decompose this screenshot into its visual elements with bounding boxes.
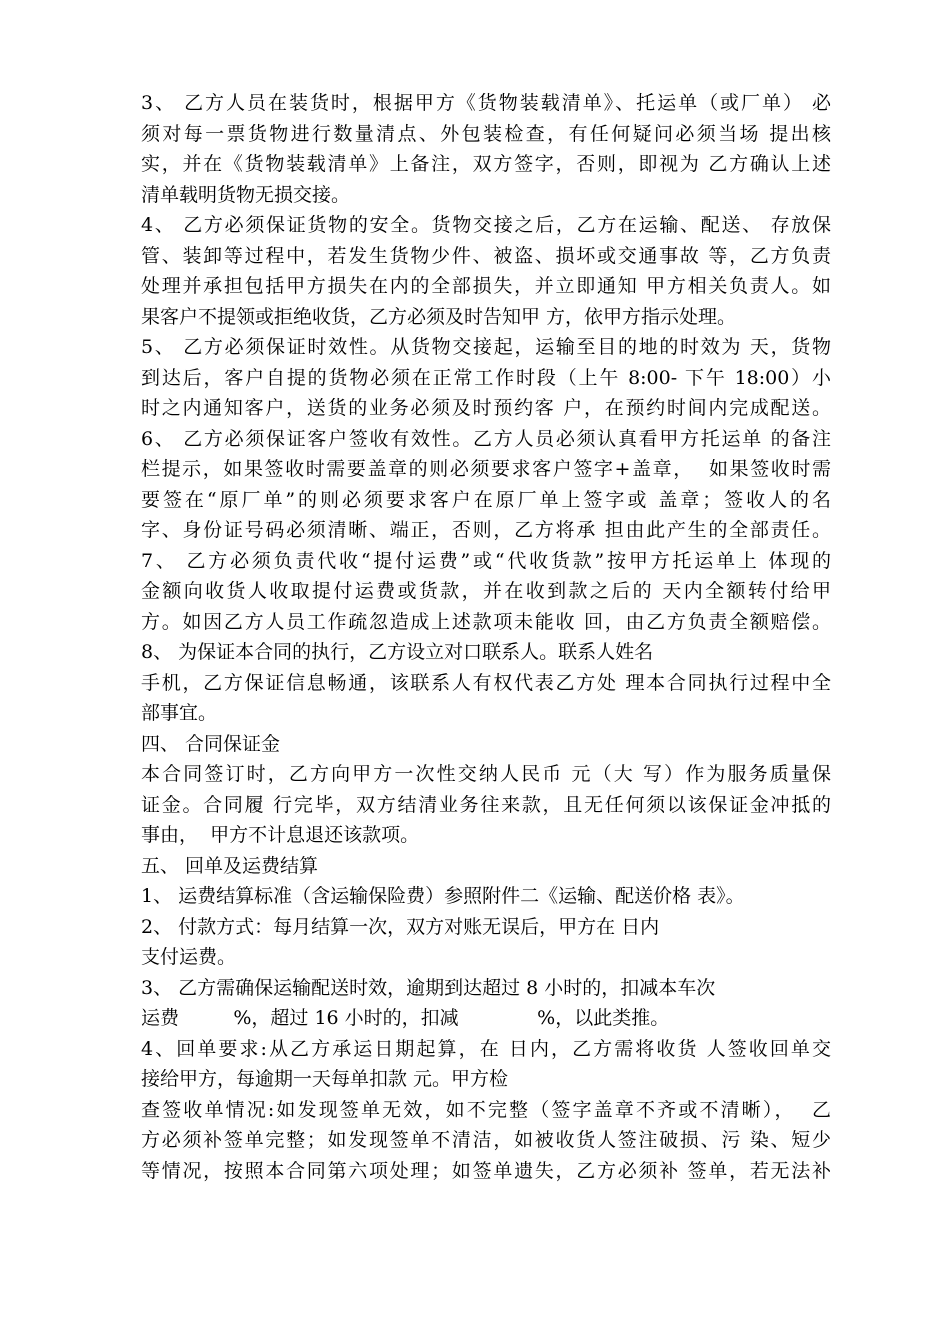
text-line: 四、 合同保证金 xyxy=(141,732,281,755)
text-line: 方必须补签单完整；如发现签单不清洁，如被收货人签注破损、污 染、短少 xyxy=(141,1129,831,1151)
text-line: 部事宜。 xyxy=(141,702,218,724)
text-line: 手机，乙方保证信息畅通，该联系人有权代表乙方处 理本合同执行过程中全 xyxy=(141,671,831,694)
text-line: 6、 乙方必须保证客户签收有效性。乙方人员必须认真看甲方托运单 的备注 xyxy=(141,427,831,450)
text-line: 要签在“原厂单”的则必须要求客户在原厂单上签字或 盖章；签收人的名 xyxy=(141,488,831,511)
text-line: 金额向收货人收取提付运费或货款，并在收到款之后的 天内全额转付给甲 xyxy=(141,580,831,602)
text-line: 事由， 甲方不计息退还该款项。 xyxy=(141,824,420,846)
text-line: 栏提示，如果签收时需要盖章的则必须要求客户签字+盖章， 如果签收时需 xyxy=(141,458,831,480)
text-line: 3、 乙方需确保运输配送时效，逾期到达超过 8 小时的，扣减本车次 xyxy=(141,976,716,999)
text-line: 处理并承担包括甲方损失在内的全部损失，并立即通知 甲方相关负责人。如 xyxy=(141,275,831,297)
text-line: 时之内通知客户，送货的业务必须及时预约客 户，在预约时间内完成配送。 xyxy=(141,397,831,419)
text-line: 1、 运费结算标准（含运输保险费）参照附件二《运输、配送价格 表》。 xyxy=(141,885,745,907)
text-line: 等情况，按照本合同第六项处理；如签单遗失，乙方必须补 签单，若无法补 xyxy=(141,1159,831,1182)
text-line: 5、 乙方必须保证时效性。从货物交接起，运输至目的地的时效为 天，货物 xyxy=(141,336,831,358)
text-line: 7、 乙方必须负责代收“提付运费”或“代收货款”按甲方托运单上 体现的 xyxy=(141,549,831,572)
text-line: 五、 回单及运费结算 xyxy=(141,854,319,877)
text-line: 2、 付款方式：每月结算一次，双方对账无误后，甲方在 日内 xyxy=(141,915,660,938)
text-line: 实，并在《货物装载清单》上备注，双方签字，否则，即视为 乙方确认上述 xyxy=(141,153,831,175)
text-line: 运费 %，超过 16 小时的，扣减 %，以此类推。 xyxy=(141,1007,670,1029)
text-line: 4、 乙方必须保证货物的安全。货物交接之后，乙方在运输、配送、 存放保 xyxy=(141,214,831,236)
text-line: 须对每一票货物进行数量清点、外包装检查，有任何疑问必须当场 提出核 xyxy=(141,122,831,145)
text-line: 接给甲方，每逾期一天每单扣款 元。甲方检 xyxy=(141,1068,509,1090)
text-line: 本合同签订时，乙方向甲方一次性交纳人民币 元（大 写）作为服务质量保 xyxy=(141,763,831,785)
text-line: 方。如因乙方人员工作疏忽造成上述款项未能收 回，由乙方负责全额赔偿。 xyxy=(141,610,831,633)
text-line: 字、身份证号码必须清晰、端正，否则，乙方将承 担由此产生的全部责任。 xyxy=(141,519,831,541)
text-line: 果客户不提领或拒绝收货，乙方必须及时告知甲 方，依甲方指示处理。 xyxy=(141,305,737,328)
text-line: 4、回单要求:从乙方承运日期起算，在 日内，乙方需将收货 人签收回单交 xyxy=(141,1037,831,1060)
text-line: 管、装卸等过程中，若发生货物少件、被盗、损坏或交通事故 等，乙方负责 xyxy=(141,244,831,267)
text-line: 到达后，客户自提的货物必须在正常工作时段（上午 8:00- 下午 18:00）小 xyxy=(141,366,831,389)
text-line: 清单载明货物无损交接。 xyxy=(141,183,351,206)
text-line: 8、 为保证本合同的执行，乙方设立对口联系人。联系人姓名 xyxy=(141,641,654,663)
text-line: 查签收单情况:如发现签单无效，如不完整（签字盖章不齐或不清晰）， 乙 xyxy=(141,1098,831,1121)
text-line: 支付运费。 xyxy=(141,946,237,968)
text-line: 3、 乙方人员在装货时，根据甲方《货物装载清单》、托运单（或厂单） 必 xyxy=(141,92,831,114)
contract-page xyxy=(141,88,831,1186)
text-line: 证金。合同履 行完毕，双方结清业务往来款，且无任何须以该保证金冲抵的 xyxy=(141,793,831,816)
